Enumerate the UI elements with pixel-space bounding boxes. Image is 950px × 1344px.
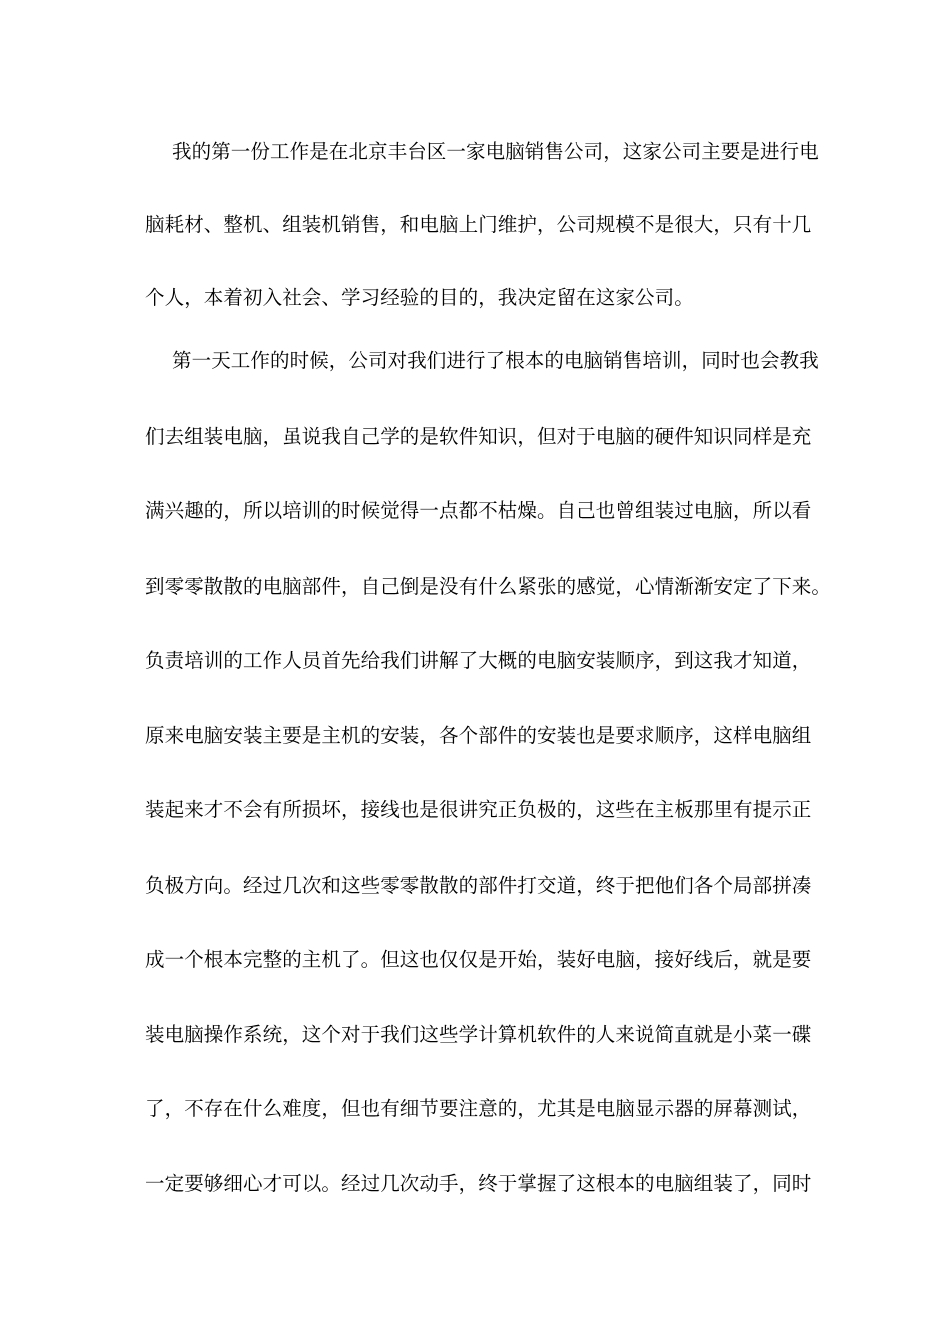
paragraph-1-line-3: 个人，本着初入社会、学习经验的目的，我决定留在这家公司。 bbox=[145, 286, 694, 309]
paragraph-2-line-5: 负责培训的工作人员首先给我们讲解了大概的电脑安装顺序，到这我才知道， bbox=[145, 649, 812, 672]
paragraph-2-line-1: 第一天工作的时候，公司对我们进行了根本的电脑销售培训，同时也会教我 bbox=[172, 349, 819, 372]
paragraph-2-line-3: 满兴趣的，所以培训的时候觉得一点都不枯燥。自己也曾组装过电脑，所以看 bbox=[145, 499, 812, 522]
paragraph-2-line-7: 装起来才不会有所损坏，接线也是很讲究正负极的，这些在主板那里有提示正 bbox=[145, 798, 812, 821]
paragraph-1-line-1: 我的第一份工作是在北京丰台区一家电脑销售公司，这家公司主要是进行电 bbox=[172, 140, 819, 163]
paragraph-2-line-9: 成一个根本完整的主机了。但这也仅仅是开始，装好电脑，接好线后，就是要 bbox=[145, 948, 812, 971]
paragraph-2-line-2: 们去组装电脑，虽说我自己学的是软件知识，但对于电脑的硬件知识同样是充 bbox=[145, 425, 812, 448]
paragraph-2-line-12: 一定要够细心才可以。经过几次动手，终于掌握了这根本的电脑组装了，同时 bbox=[145, 1172, 812, 1195]
paragraph-2-line-11: 了，不存在什么难度，但也有细节要注意的，尤其是电脑显示器的屏幕测试， bbox=[145, 1097, 812, 1120]
paragraph-2-line-4: 到零零散散的电脑部件，自己倒是没有什么紧张的感觉，心情渐渐安定了下来。 bbox=[145, 575, 832, 598]
paragraph-1-line-2: 脑耗材、整机、组装机销售，和电脑上门维护，公司规模不是很大，只有十几 bbox=[145, 213, 812, 236]
paragraph-2-line-8: 负极方向。经过几次和这些零零散散的部件打交道，终于把他们各个局部拼凑 bbox=[145, 874, 812, 897]
paragraph-2-line-6: 原来电脑安装主要是主机的安装，各个部件的安装也是要求顺序，这样电脑组 bbox=[145, 724, 812, 747]
paragraph-2-line-10: 装电脑操作系统，这个对于我们这些学计算机软件的人来说简直就是小菜一碟 bbox=[145, 1023, 812, 1046]
